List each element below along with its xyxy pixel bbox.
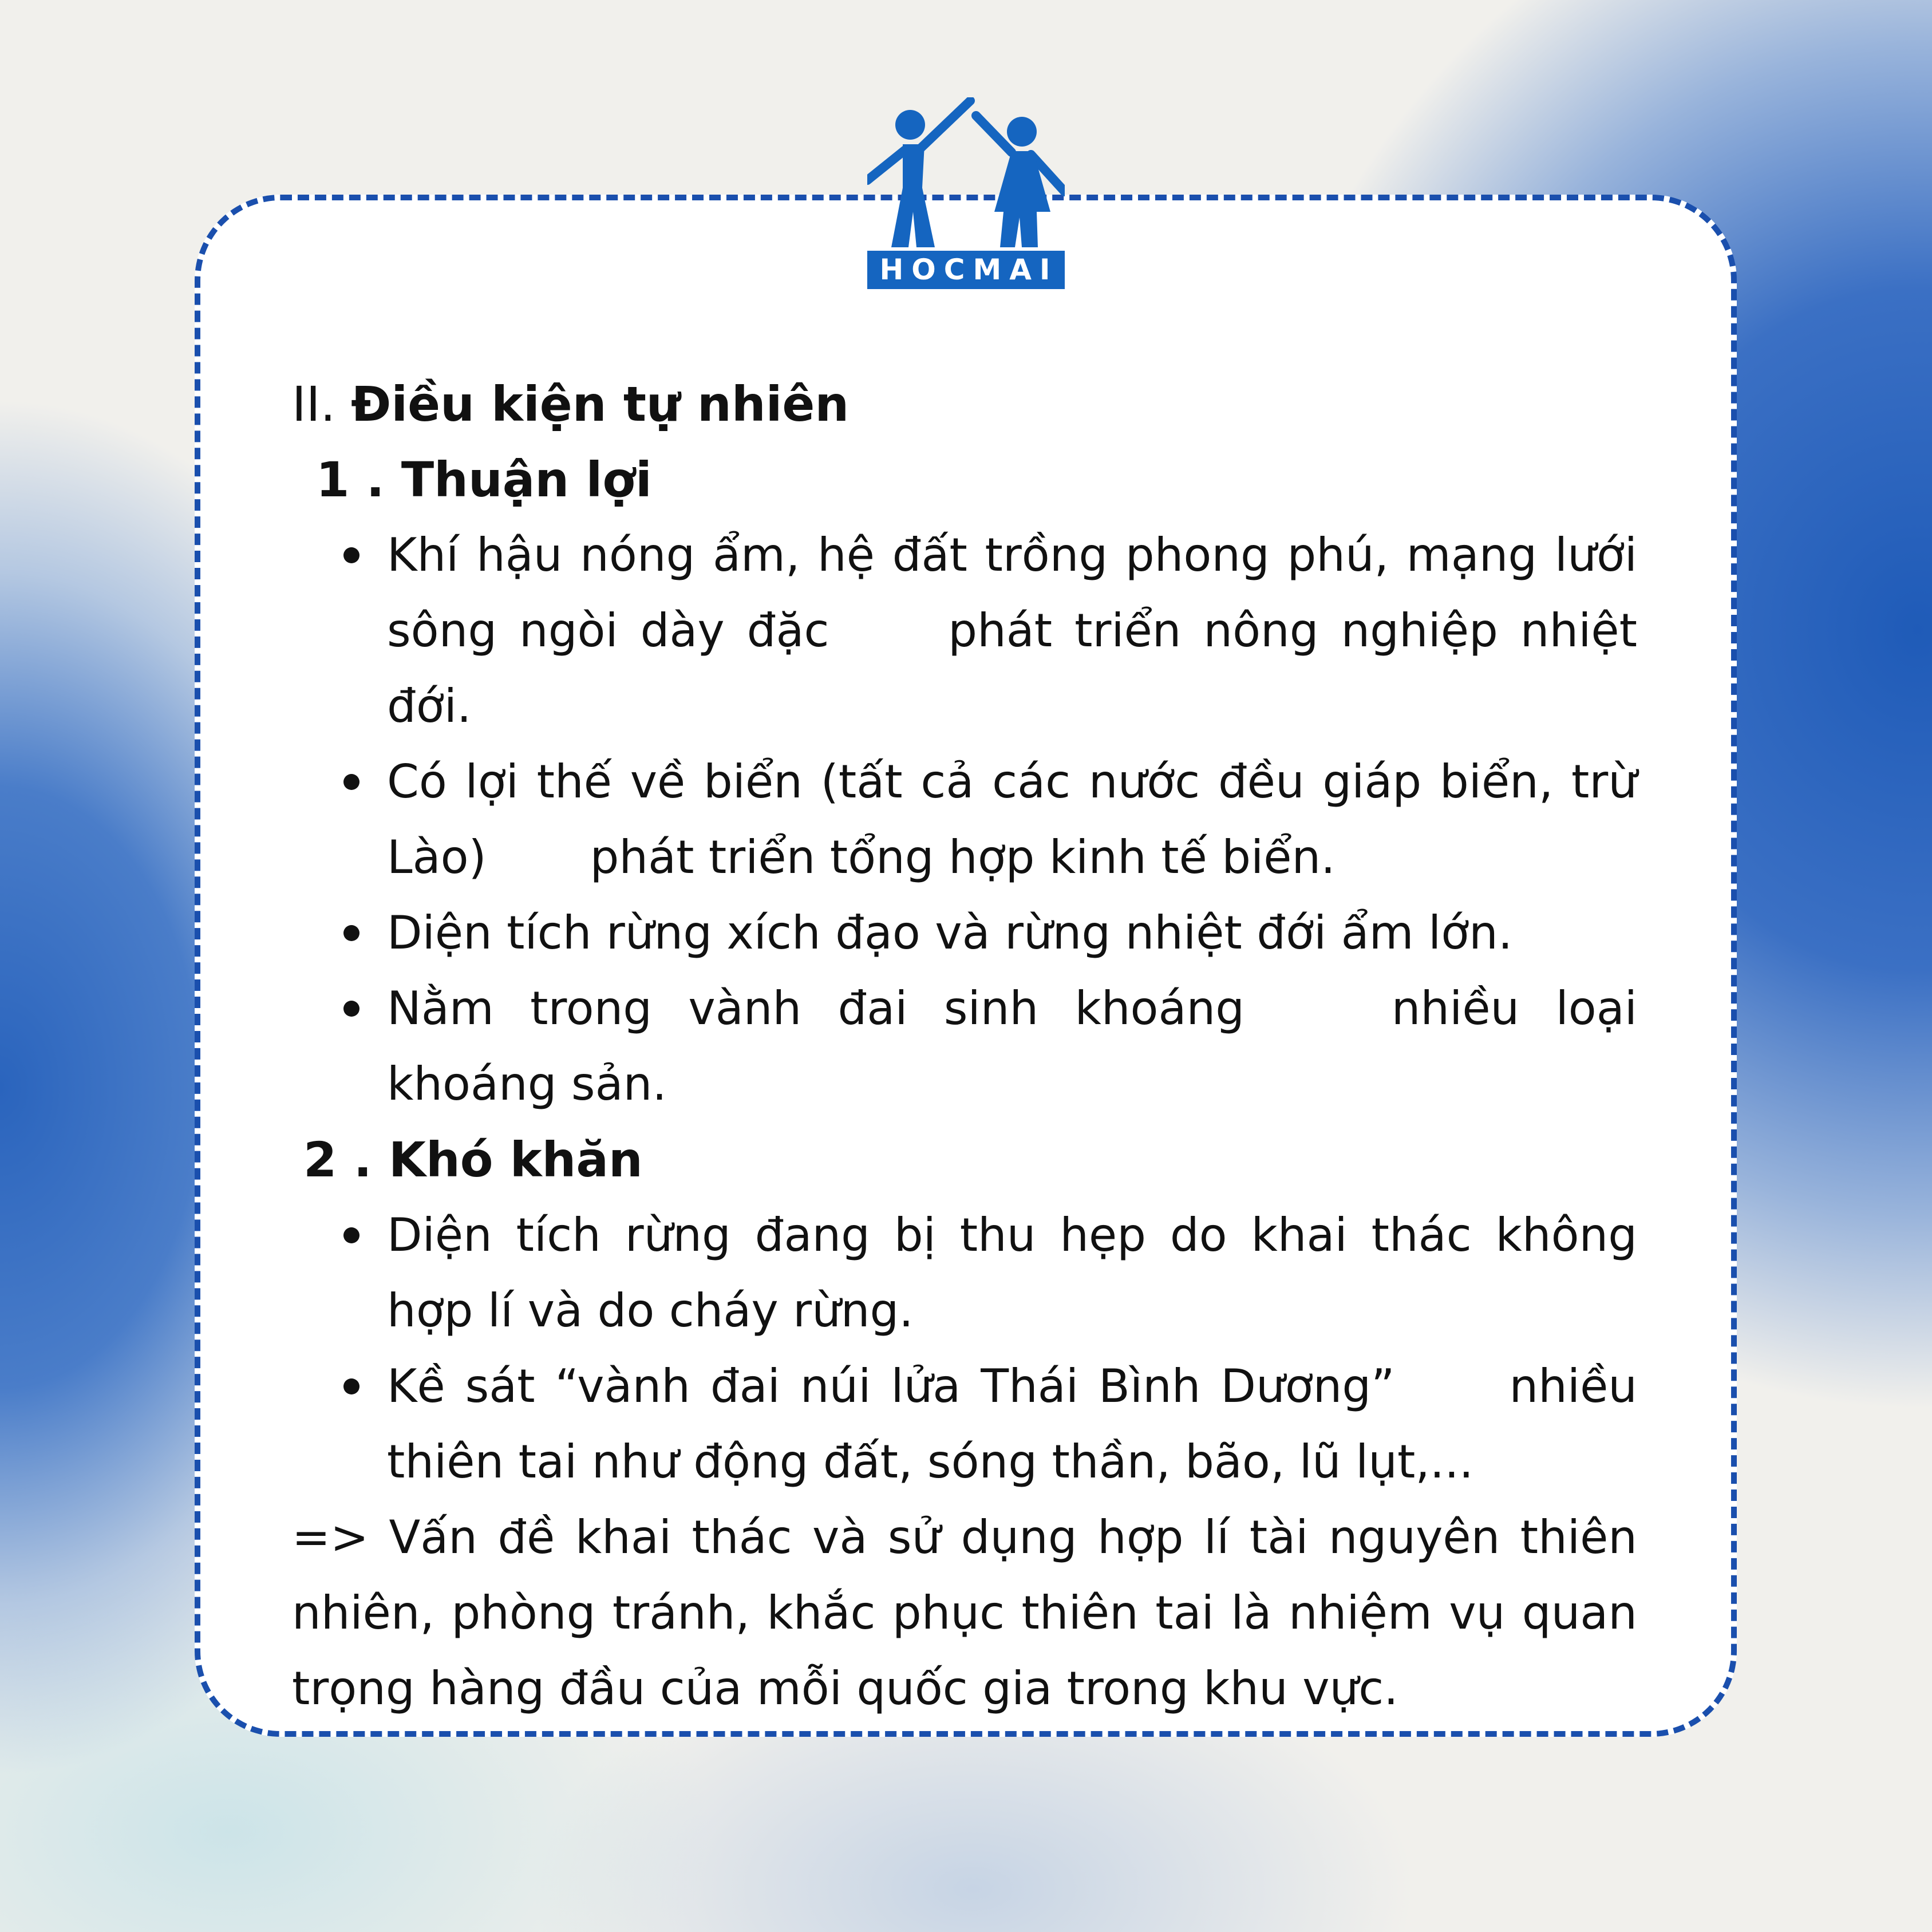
bullet-icon [343, 1227, 359, 1243]
heading-numeral: II. [292, 376, 336, 432]
bullet-icon [343, 774, 359, 790]
list-item: Diện tích rừng đang bị thu hẹp do khai thác không hợp lí và do cháy rừng. [292, 1198, 1637, 1349]
conclusion-text: => Vấn đề khai thác và sử dụng hợp lí tài nguyên thiên nhiên, phòng tránh, khắc phục thiên tai là nhiệm vụ quan trọng hàng đầu của mỗi quốc gia trong khu vực. [292, 1511, 1637, 1715]
bullet-icon [343, 1378, 359, 1394]
document-body [292, 366, 1637, 1726]
list-item: Khí hậu nóng ẩm, hệ đất trồng phong phú, mạng lưới sông ngòi dày đặc phát triển nông nghiệp nhiệt đới. [292, 517, 1637, 744]
subheading-advantages: 1 . Thuận lợi [316, 452, 652, 508]
list-item: Diện tích rừng xích đạo và rừng nhiệt đới ẩm lớn. [292, 895, 1637, 971]
subheading-difficulties: 2 . Khó khăn [303, 1132, 643, 1188]
logo-figures-icon [867, 97, 1065, 252]
hocmai-logo [867, 97, 1065, 289]
list-item: Có lợi thế về biển (tất cả các nước đều giáp biển, trừ Lào) phát triển tổng hợp kinh tế biển. [292, 744, 1637, 895]
bullet-icon [343, 1001, 359, 1017]
logo-wordmark: HOCMAI [867, 251, 1065, 289]
list-item: Nằm trong vành đai sinh khoáng nhiều loại khoáng sản. [292, 971, 1637, 1122]
bullet-icon [343, 547, 359, 563]
section-heading [292, 366, 1637, 442]
list-item: Kề sát “vành đai núi lửa Thái Bình Dương” nhiều thiên tai như động đất, sóng thần, bão, lũ lụt,... [292, 1349, 1637, 1500]
heading-title: Điều kiện tự nhiên [350, 376, 850, 432]
difficulties-list [292, 1198, 1637, 1500]
advantages-list [292, 517, 1637, 1122]
bullet-icon [343, 925, 359, 941]
